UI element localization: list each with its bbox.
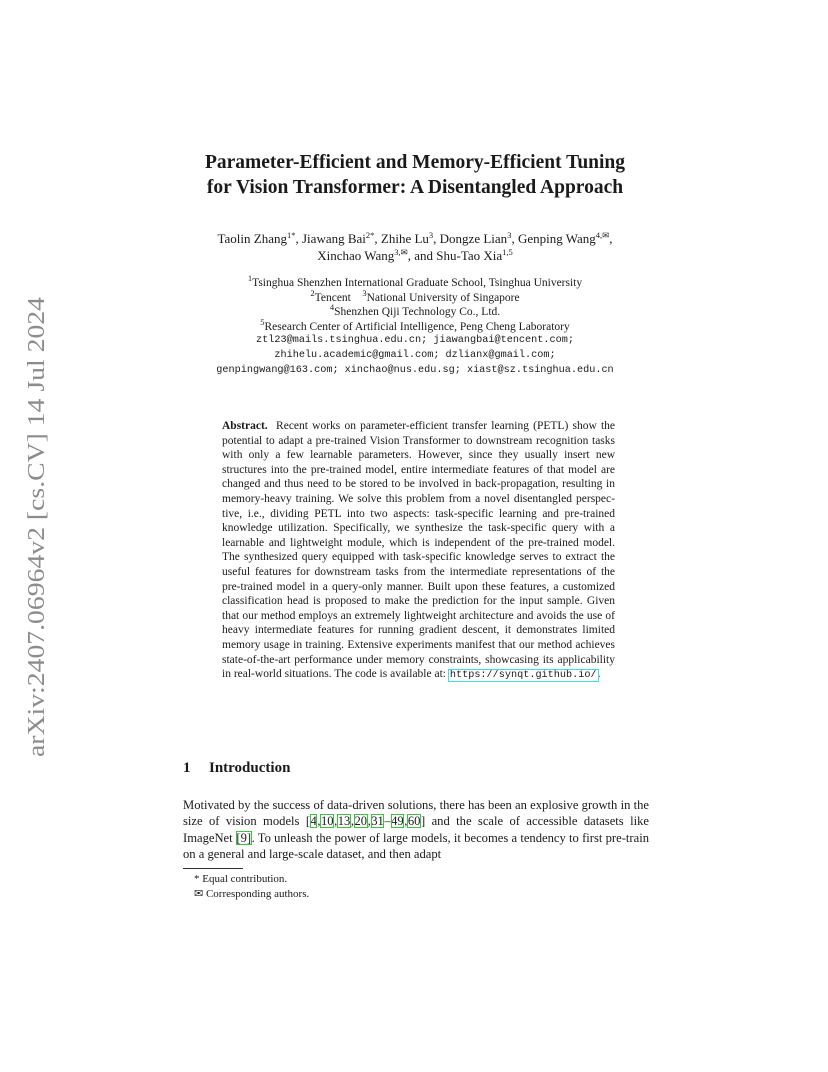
footnotes [194,872,309,901]
affiliation-mark: 5 [260,316,265,327]
author-affil-mark: 3,✉ [394,247,408,257]
intro-text: Motivated by the success of data-driven solutions, there has been an explosive growth in the size of vision models [183,798,649,829]
intro-text: . To unleash the power of large models, it becomes a tendency to first pre-train on a general and large-scale dataset, and then adapt [183,830,649,861]
affiliation-text: Shenzhen Qiji Technology Co., Ltd. [334,306,501,319]
section-title: Introduction [209,760,291,776]
footnote-rule [183,868,243,869]
citation-link[interactable]: 13 [337,814,351,829]
author-name: Genping Wang [517,231,596,246]
email-line[interactable]: genpingwang@163.com; xinchao@nus.edu.sg; xiast@sz.tsinghua.edu.cn [216,364,614,376]
affiliation-text: Tsinghua Shenzhen International Graduate School, Tsinghua University [252,277,583,289]
author-affil-mark: 1,5 [502,247,513,257]
paper-title [150,150,680,200]
citation-link[interactable]: [9] [236,830,252,845]
author-name: Dongze Lian [439,231,508,246]
affiliation-mark: 1 [247,273,253,283]
cite-separator: , [367,814,371,829]
citation-link[interactable]: 20 [354,814,368,829]
citation-link[interactable]: 10 [320,814,334,829]
cite-bracket: [ [305,814,311,829]
author-line-2 [150,247,680,264]
affiliation-text: Tencent [314,291,351,304]
citation-link[interactable]: 60 [407,814,421,829]
author-separator: , [295,231,302,246]
footnote-equal-contribution [194,872,309,887]
cite-bracket: ] [420,814,426,829]
cite-separator: , [334,814,338,829]
citation-link[interactable]: 31 [371,814,384,829]
intro-paragraph [183,797,649,862]
arxiv-identifier-stamp [22,297,50,757]
title-line-1: Parameter-Efficient and Memory-Efficient Tuning [204,152,626,173]
author-list [150,230,680,264]
author-separator: , [407,248,415,263]
cite-separator: , [317,814,321,829]
cite-separator: , [350,814,354,829]
affiliation-1 [140,273,690,291]
arxiv-identifier-text: arXiv:2407.06964v2 [cs.CV] 14 Jul 2024 [24,358,50,757]
affiliation-2-3 [140,287,690,306]
author-separator: , [433,231,440,246]
abstract [222,419,615,684]
footnote-text: Equal contribution. [202,873,288,885]
email-line[interactable]: ztl23@mails.tsinghua.edu.cn; jiawangbai@tencent.com; [256,335,574,347]
section-number: 1 [183,760,191,776]
author-affil-mark: 4,✉ [595,230,610,240]
citation-link[interactable]: 49 [391,814,404,829]
footnote-text: Corresponding authors. [205,887,310,900]
affiliation-mark: 4 [329,302,335,313]
code-url-link[interactable]: https://synqt.github.io/ [449,670,597,682]
intro-text: and the scale of accessible datasets like ImageNet [183,814,649,845]
email-line[interactable]: zhihelu.academic@gmail.com; dzlianx@gmail.com; [274,349,556,361]
author-separator: , [609,231,613,246]
author-name: Xinchao Wang [317,248,395,263]
footnote-corresponding [194,887,309,902]
author-name: Shu-Tao Xia [436,248,503,263]
cite-range-separator: – [384,814,391,829]
envelope-icon: ✉ [194,887,204,900]
cite-separator: , [404,814,408,829]
author-name: Zhihe Lu [380,231,429,246]
author-separator: , [374,231,381,246]
affiliation-5 [140,316,690,335]
title-line-2: for Vision Transformer: A Disentangled Approach [206,177,624,198]
author-affil-mark: 2* [365,230,375,240]
author-line-1 [150,230,680,247]
author-name: Taolin Zhang [217,231,287,246]
author-and: and [414,248,437,263]
footnote-mark: * [194,873,200,885]
affiliation-4 [140,302,690,320]
author-affil-mark: 3 [507,230,512,240]
author-affil-mark: 3 [428,230,434,240]
abstract-label: Abstract. [222,420,268,432]
author-separator: , [511,231,518,246]
affiliation-text: National University of Singapore [366,291,520,304]
affiliations-block [140,273,690,378]
affiliation-mark: 3 [362,287,367,298]
author-affil-mark: 1* [287,230,296,240]
author-name: Jiawang Bai [302,231,366,246]
abstract-end: . [597,668,601,681]
section-heading [183,760,290,777]
affiliation-mark: 2 [310,287,315,298]
citation-link[interactable]: 4 [310,814,317,829]
affiliation-text: Research Center of Artificial Intelligence, Peng Cheng Laboratory [264,320,570,333]
abstract-text: Recent works on parameter-efficient transfer learning (PETL) show the potential to adapt a pre-trained Vision Transformer to downstream recognition tasks with only a few learnable parameters. However, since they usually insert new structures into the pre-trained model, entire intermediate features of that model are changed and thus need to be stored to be involved in back-propagation, resulting in memory-heavy training. We solve this problem from a novel disentangled perspective, i.e., dividing PETL into two aspects: task-specific learning and pre-trained knowledge utilization. Specifically, we synthesize the task-specific query with a learnable and lightweight module, which is independent of the pre-trained model. The synthesized query equipped with task-specific knowledge serves to extract the useful features for downstream tasks from the intermediate representations of the pre-trained model in a query-only manner. Built upon these features, a customized classification head is proposed to make the prediction for the input sample. Given that our method employs an extremely lightweight architecture and avoids the use of heavy intermediate features for running gradient descent, it demonstrates limited memory usage in training. Extensive experiments manifest that our method achieves state-of-the-art performance under memory constraints, showcasing its applicability in real-world situations. The code is available at: [222,420,615,681]
